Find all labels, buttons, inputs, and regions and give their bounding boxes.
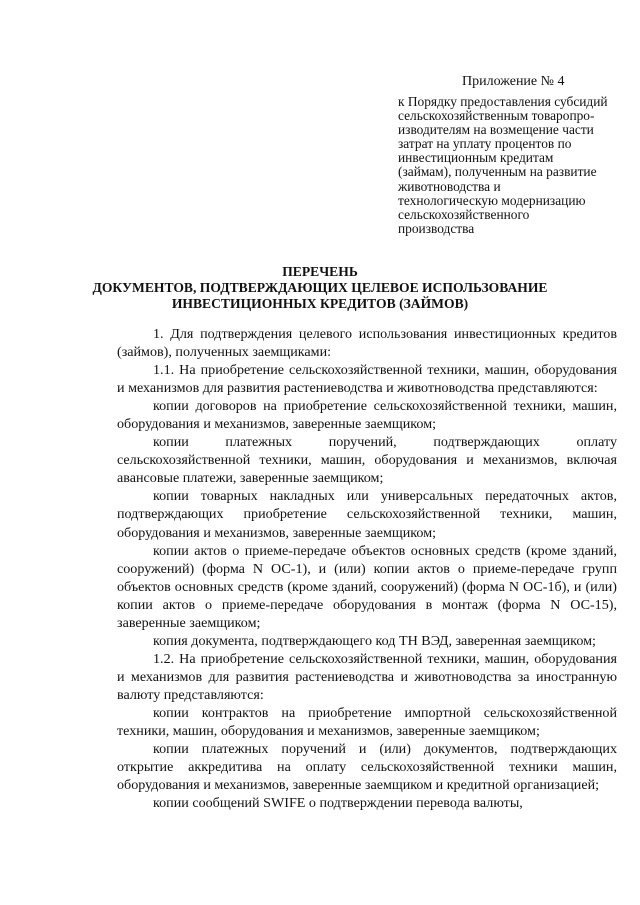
appendix-desc-line: производства [398,220,475,236]
list-item-swift: копии сообщений SWIFE о подтверждении перевода валюты, [153,795,523,812]
appendix-desc-line: инвестиционным кредитам [398,150,554,166]
document-title [0,264,640,312]
list-item-import-contracts: копии контрактов на приобретение импортной сельскохозяйственной техники, машин, оборудования и механизмов, заверенные заемщиком; [117,704,617,740]
list-item-acceptance-acts: копии актов о приеме-передаче объектов основных средств (кроме зданий, сооружений) (форма N ОС-1), и (или) копии актов о приеме-передаче групп объектов основных средств (кроме зданий, сооружений) (форма N ОС-1б), и (или) копии актов о приеме-передаче оборудования в монтаж (форма N ОС-15), заверенные заемщиком; [117,542,617,631]
appendix-desc-line: животноводства и [398,178,501,194]
list-item-payment-orders: копии платежных поручений, подтверждающих оплату сельскохозяйственной техники, машин, оборудования и механизмов, включая авансовые платежи, заверенные заемщиком; [117,434,617,487]
paragraph-1: 1. Для подтверждения целевого использования инвестиционных кредитов (займов), полученных заемщиками: [117,326,617,361]
document-body [117,325,617,812]
list-item-invoices: копии товарных накладных или универсальных передаточных актов, подтверждающих приобретение сельскохозяйственной техники, машин, оборудования и механизмов, заверенные заемщиком; [117,488,617,541]
appendix-desc-line: к Порядку предоставления субсидий [398,94,608,109]
appendix-number: Приложение № 4 [462,74,565,89]
title-line-2: ДОКУМЕНТОВ, ПОДТВЕРЖДАЮЩИХ ЦЕЛЕВОЕ ИСПОЛЬЗОВАНИЕ [92,280,548,295]
title-line-1: ПЕРЕЧЕНЬ [282,264,358,279]
title-line-3: ИНВЕСТИЦИОННЫХ КРЕДИТОВ (ЗАЙМОВ) [171,296,469,311]
appendix-desc-line: изводителям на возмещение части [398,122,594,138]
paragraph-1-1: 1.1. На приобретение сельскохозяйственной техники, машин, оборудования и механизмов для развития растениеводства и животноводства представляются: [117,362,617,397]
paragraph-1-2: 1.2. На приобретение сельскохозяйственной техники, машин, оборудования и механизмов для развития растениеводства и животноводства за иностранную валюту представляются: [117,650,617,703]
appendix-desc-line: технологическую модернизацию [398,192,586,208]
list-item-letter-of-credit: копии платежных поручений и (или) документов, подтверждающих открытие аккредитива на оплату сельскохозяйственной техники машин, оборудования и механизмов, заверенные заемщиком и кредитной организацией; [117,741,617,794]
appendix-desc-line: затрат на уплату процентов по [398,136,572,152]
list-item-contracts: копии договоров на приобретение сельскохозяйственной техники, машин, оборудования и механизмов, заверенные заемщиком; [117,398,617,433]
appendix-desc-line: (займам), полученным на развитие [398,164,597,180]
appendix-desc-line: сельскохозяйственного [398,206,530,222]
appendix-description [398,95,626,236]
appendix-desc-line: сельскохозяйственным товаропро- [398,108,595,124]
list-item-tn-ved: копия документа, подтверждающего код ТН ВЭД, заверенная заемщиком; [153,632,596,649]
